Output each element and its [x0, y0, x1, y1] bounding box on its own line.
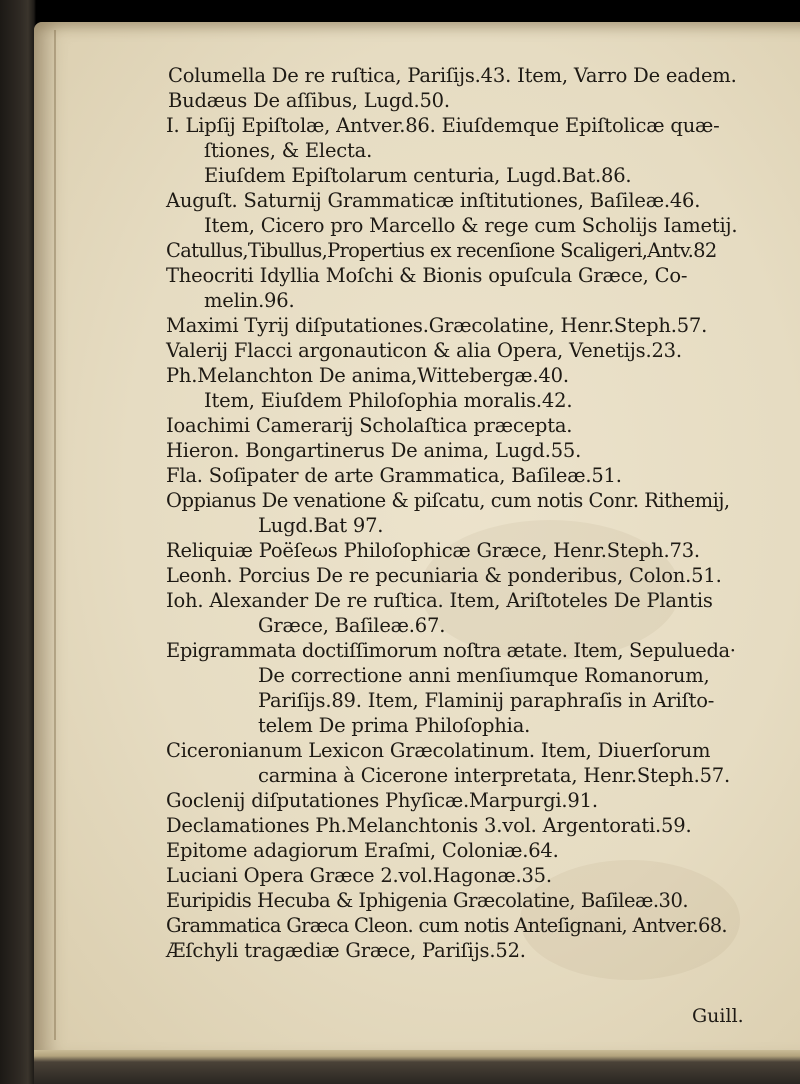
text-line: Item, Eiuſdem Philoſophia moralis.42. [204, 389, 573, 412]
text-line: Ph.Melanchton De anima,Wittebergæ.40. [166, 364, 569, 387]
text-line: Oppianus De venatione & piſcatu, cum notis Conr. Rithemij, [166, 489, 730, 512]
text-line: Epigrammata doctiſſimorum noſtra ætate. Item, Sepulueda· [166, 639, 736, 662]
text-line: Græce, Baſileæ.67. [258, 614, 446, 637]
text-line: De correctione anni menſiumque Romanorum, [258, 664, 710, 687]
text-line: Item, Cicero pro Marcello & rege cum Scholijs Iametij. [204, 214, 738, 237]
text-line: Valerij Flacci argonauticon & alia Opera, Venetijs.23. [166, 339, 682, 362]
text-line: Epitome adagiorum Eraſmi, Coloniæ.64. [166, 839, 559, 862]
text-line: melin.96. [204, 289, 295, 312]
text-line: Maximi Tyrij diſputationes.Græcolatine, Henr.Steph.57. [166, 314, 708, 337]
text-line: telem De prima Philoſophia. [258, 714, 531, 737]
text-line: Catullus,Tibullus,Propertius ex recenſione Scaligeri,Antv.82 [166, 239, 717, 262]
text-line: I. Lipſij Epiſtolæ, Antver.86. Eiuſdemque Epiſtolicæ quæ- [166, 114, 720, 137]
text-line: Leonh. Porcius De re pecuniaria & ponderibus, Colon.51. [166, 564, 722, 587]
text-line: Fla. Soſipater de arte Grammatica, Baſileæ.51. [166, 464, 622, 487]
text-line: Columella De re ruſtica, Pariſijs.43. Item, Varro De eadem. [168, 64, 737, 87]
text-line: Pariſijs.89. Item, Flaminij paraphraſis in Ariſto- [258, 689, 715, 712]
text-line: Luciani Opera Græce 2.vol.Hagonæ.35. [166, 864, 552, 887]
text-line: Eiuſdem Epiſtolarum centuria, Lugd.Bat.86. [204, 164, 632, 187]
text-line: Budæus De aſſibus, Lugd.50. [168, 89, 450, 112]
text-line: ſtiones, & Electa. [204, 139, 373, 162]
text-line: Æſchyli tragædiæ Græce, Pariſijs.52. [166, 939, 526, 962]
text-line: Euripidis Hecuba & Iphigenia Græcolatine, Baſileæ.30. [166, 889, 689, 912]
text-line: Grammatica Græca Cleon. cum notis Anteſignani, Antver.68. [166, 914, 727, 937]
text-line: Hieron. Bongartinerus De anima, Lugd.55. [166, 439, 582, 462]
text-line: Goclenij diſputationes Phyſicæ.Marpurgi.91. [166, 789, 598, 812]
text-line: Auguſt. Saturnij Grammaticæ inſtitutiones, Baſileæ.46. [166, 189, 701, 212]
text-line: Lugd.Bat 97. [258, 514, 384, 537]
text-line: Ciceronianum Lexicon Græcolatinum. Item, Diuerſorum [166, 739, 711, 762]
text-line: Declamationes Ph.Melanchtonis 3.vol. Argentorati.59. [166, 814, 692, 837]
text-line: Ioh. Alexander De re ruſtica. Item, Ariſtoteles De Plantis [166, 589, 713, 612]
catchword: Guill. [692, 1005, 744, 1027]
text-line: Reliquiæ Poëſeωs Philoſophicæ Græce, Henr.Steph.73. [166, 539, 700, 562]
text-line: Theocriti Idyllia Moſchi & Bionis opuſcula Græce, Co- [166, 264, 688, 287]
text-line: carmina à Cicerone interpretata, Henr.Steph.57. [258, 764, 731, 787]
text-line: Ioachimi Camerarij Scholaſtica præcepta. [166, 414, 573, 437]
